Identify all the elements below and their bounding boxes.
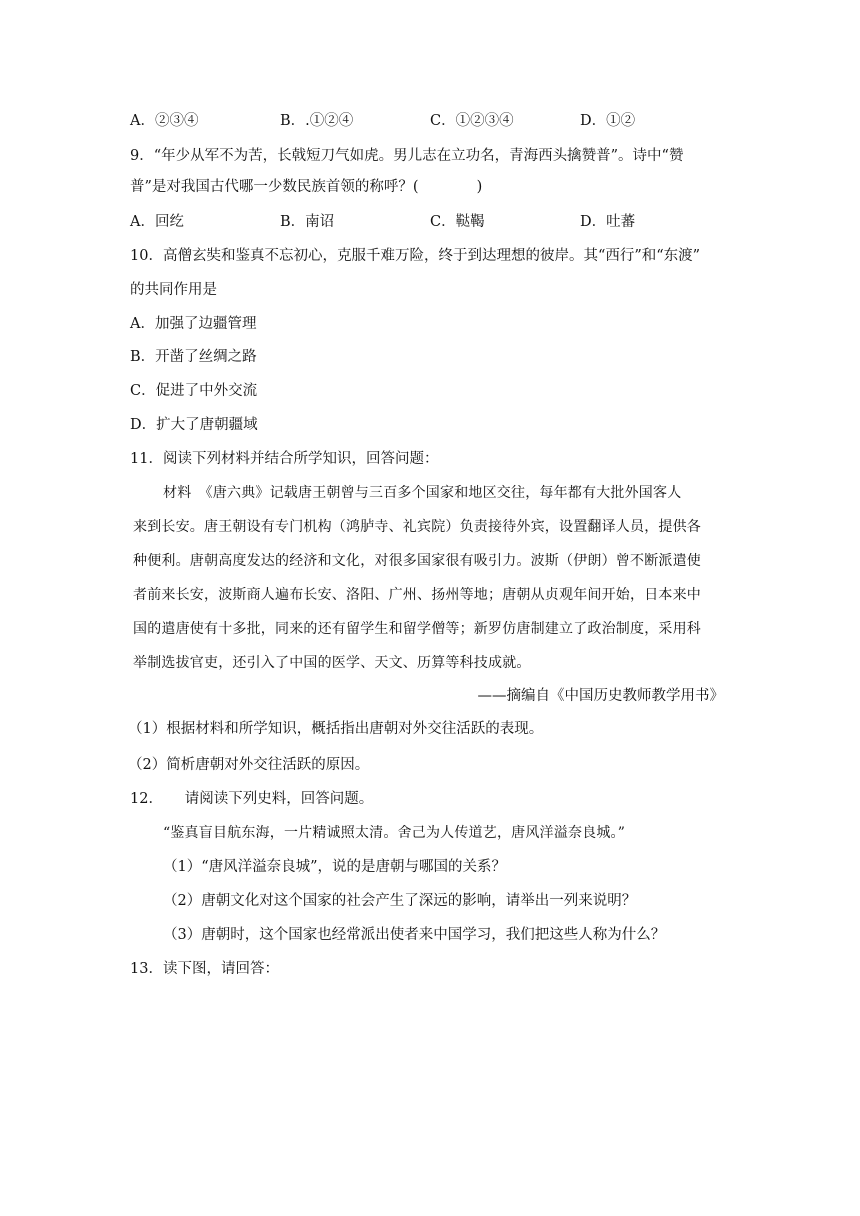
q10-stem-line-1: 10．高僧玄奘和鉴真不忘初心，克服千难万险，终于到达理想的彼岸。其“西行”和“东渡” — [130, 248, 701, 264]
q12-subquestion-3: （3）唐朝时，这个国家也经常派出使者来中国学习，我们把这些人称为什么？ — [163, 927, 666, 943]
q11-material-line-5: 国的遣唐使有十多批，同来的还有留学生和留学僧等；新罗仿唐制建立了政治制度，采用科 — [133, 621, 701, 637]
q9-stem-line-1: 9．“年少从军不为苦，长戟短刀气如虎。男儿志在立功名，青海西头擒赞普”。诗中“赞 — [130, 148, 684, 164]
q11-subquestion-2: （2）简析唐朝对外交往活跃的原因。 — [128, 757, 370, 773]
q8-option-c: C．①②③④ — [430, 113, 514, 129]
q9-stem-line-2: 普”是对我国古代哪一少数民族首领的称呼？( ) — [130, 179, 483, 195]
q12-subquestion-2: （2）唐朝文化对这个国家的社会产生了深远的影响，请举出一列来说明？ — [163, 893, 637, 909]
q10-option-b: B．开凿了丝绸之路 — [130, 349, 257, 365]
q11-stem: 11．阅读下列材料并结合所学知识，回答问题： — [130, 451, 439, 467]
q8-option-b: B．.①②④ — [280, 113, 354, 129]
q8-option-d: D．①② — [580, 113, 636, 129]
q11-material-line-3: 种便利。唐朝高度发达的经济和文化，对很多国家很有吸引力。波斯（伊朗）曾不断派遣使 — [133, 553, 701, 569]
q9-option-d: D．吐蕃 — [580, 214, 636, 230]
q11-material-line-2: 来到长安。唐王朝设有专门机构（鸿胪寺、礼宾院）负责接待外宾，设置翻译人员，提供各 — [133, 519, 701, 535]
q10-option-d: D．扩大了唐朝疆域 — [130, 417, 258, 433]
q11-subquestion-1: （1）根据材料和所学知识，概括指出唐朝对外交往活跃的表现。 — [128, 721, 544, 737]
q10-stem-line-2: 的共同作用是 — [130, 282, 217, 298]
q12-quote: “鉴真盲目航东海，一片精诚照太清。舍己为人传道艺，唐风洋溢奈良城。” — [163, 825, 626, 841]
q11-material-line-4: 者前来长安，波斯商人遍布长安、洛阳、广州、扬州等地；唐朝从贞观年间开始，日本来中 — [133, 587, 701, 603]
q10-option-a: A．加强了边疆管理 — [130, 316, 257, 332]
q12-stem: 12． 请阅读下列史料，回答问题。 — [130, 791, 374, 807]
q12-subquestion-1: （1）“唐风洋溢奈良城”，说的是唐朝与哪国的关系？ — [163, 859, 507, 875]
q9-option-a: A．回纥 — [130, 214, 184, 230]
q9-option-b: B．南诏 — [280, 214, 335, 230]
q11-material-line-1: 材料 《唐六典》记载唐王朝曾与三百多个国家和地区交往，每年都有大批外国客人 — [163, 485, 682, 501]
q11-material-line-6: 举制选拔官吏，还引入了中国的医学、天文、历算等科技成就。 — [133, 655, 531, 671]
q13-stem: 13．读下图，请回答： — [130, 961, 279, 977]
q11-source: ——摘编自《中国历史教师教学用书》 — [477, 688, 724, 704]
q10-option-c: C．促进了中外交流 — [130, 383, 258, 399]
q8-option-a: A．②③④ — [130, 113, 199, 129]
q9-option-c: C．鞑鞨 — [430, 214, 485, 230]
